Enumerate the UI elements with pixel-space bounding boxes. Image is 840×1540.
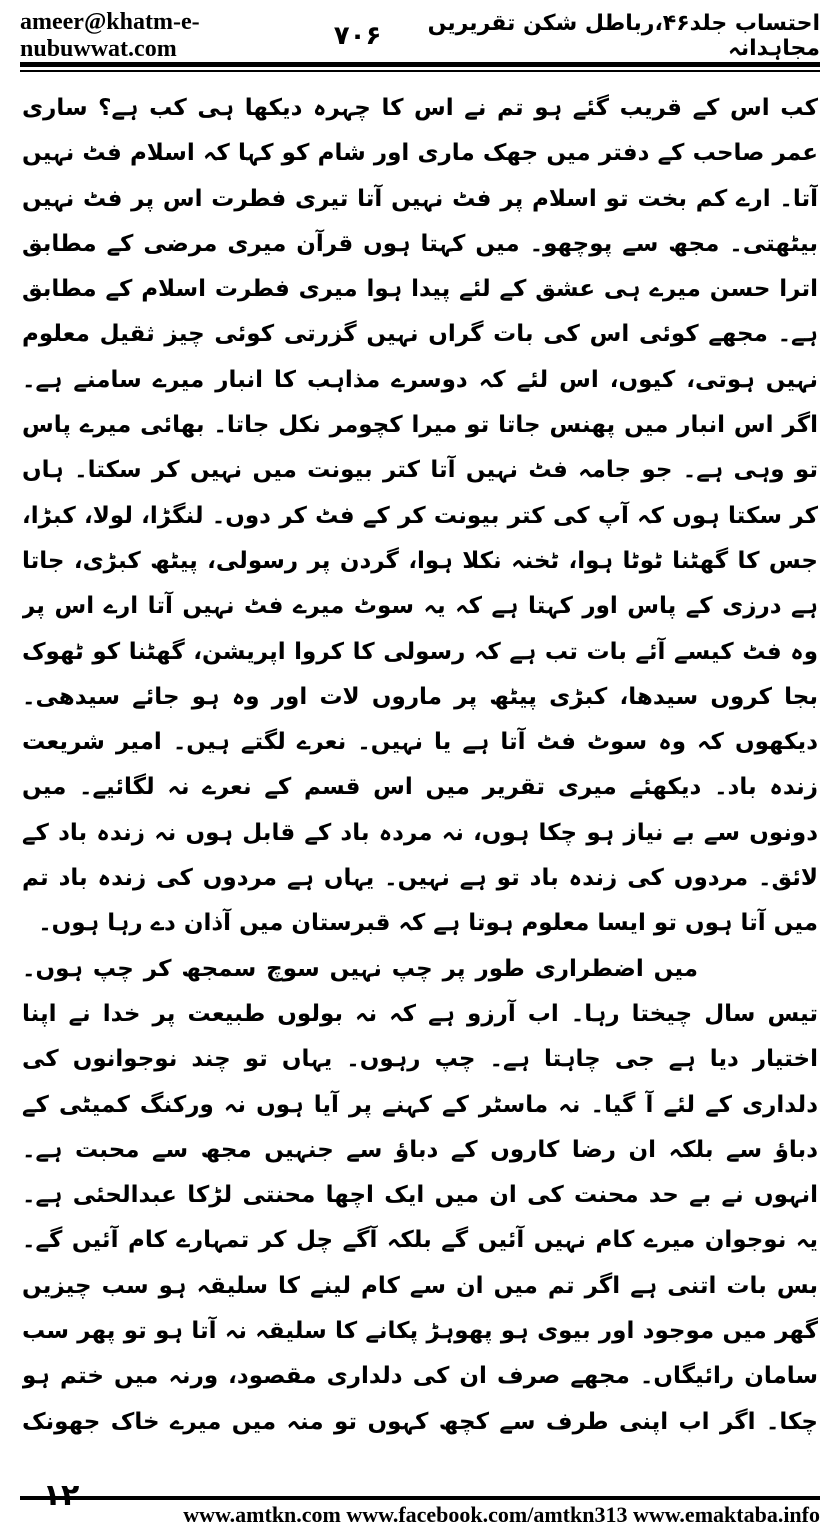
body-paragraph-2 (22, 947, 818, 1446)
footer-rule (20, 1496, 820, 1500)
page-footer (20, 1474, 820, 1527)
header-page-number: ۷۰۶ (333, 21, 382, 51)
header-title: احتساب جلد۴۶،رباطل شکن تقریریں مجاہدانہ (427, 11, 820, 61)
page-body (22, 86, 818, 1446)
body-paragraph-2-text: میں اضطراری طور پر چپ نہیں سوچ سمجھ کر چپ ہوں۔ تیس سال چیختا رہا۔ اب آرزو ہے کہ نہ بولوں طبیعت پر خدا نے اپنا اختیار دیا ہے جی چاہتا ہے۔ چپ رہوں۔ یہاں تو چند نوجوانوں کی دلداری کے لئے آ گیا۔ نہ ماسٹر کے کہنے پر آیا ہوں نہ ورکنگ کمیٹی کے دباؤ سے بلکہ ان رضا کاروں کے دباؤ سے جنہیں مجھ سے محبت ہے۔ انہوں نے بے حد محنت کی ان میں ایک اچھا محنتی لڑکا عبدالحئی ہے۔ یہ نوجوان میرے کام نہیں آئیں گے بلکہ آگے چل کر تمہارے کام آئیں گے۔ بس بات اتنی ہے اگر تم میں ان سے کام لینے کا سلیقہ ہو سب چیزیں گھر میں موجود اور بیوی ہو پھوہڑ پکانے کا سلیقہ نہ آتا ہو تو پھر سب سامان رائیگاں۔ مجھے صرف ان کی دلداری مقصود، ورنہ میں ختم ہو چکا۔ اگر اب اپنی طرف سے کچھ کہوں تو منہ میں میرے خاک جھونک (22, 955, 818, 1435)
footer-links: www.amtkn.com www.facebook.com/amtkn313 www.emaktaba.info (183, 1502, 820, 1527)
page-header (20, 9, 820, 62)
footer-page-number: ۱۲ (42, 1477, 80, 1513)
header-rule-thin (20, 70, 820, 72)
body-paragraph-1: کب اس کے قریب گئے ہو تم نے اس کا چہرہ دیکھا ہی کب ہے؟ ساری عمر صاحب کے دفتر میں جھک ماری اور شام کو کہا کہ اسلام فٹ نہیں آتا۔ ارے کم بخت تو اسلام پر فٹ نہیں آتا تیری فطرت اس پر فٹ نہیں بیٹھتی۔ مجھ سے پوچھو۔ میں کہتا ہوں قرآن میری مرضی کے مطابق اترا حسن میرے ہی عشق کے لئے پیدا ہوا میری فطرت اسلام کے مطابق ہے۔ مجھے کوئی اس کی بات گراں نہیں گزرتی کوئی چیز ثقیل معلوم نہیں ہوتی، کیوں، اس لئے کہ دوسرے مذاہب کا انبار میرے سامنے ہے۔ اگر اس انبار میں پھنس جاتا تو میرا کچومر نکل جاتا۔ بھائی میرے پاس تو وہی ہے۔ جو جامہ فٹ نہیں آتا کتر بیونت میں نہیں کر سکتا۔ ہاں کر سکتا ہوں کہ آپ کی کتر بیونت کر کے فٹ کر دوں۔ لنگڑا، لولا، کبڑا، جس کا گھٹنا ٹوٹا ہوا، ٹخنہ نکلا ہوا، گردن پر رسولی، پیٹھ کبڑی، جاتا ہے درزی کے پاس اور کہتا ہے کہ یہ سوٹ میرے فٹ نہیں آتا ارے اس پر وہ فٹ کیسے آئے بات تب ہے کہ رسولی کا کروا اپریشن، گھٹنا کو ٹھوک بجا کروں سیدھا، کبڑی پیٹھ پر ماروں لات اور وہ ہو جائے سیدھی۔ دیکھوں کہ وہ سوٹ فٹ آتا ہے یا نہیں۔ نعرے لگتے ہیں۔ امیر شریعت زندہ باد۔ دیکھئے میری تقریر میں اس قسم کے نعرے نہ لگائیے۔ میں دونوں سے بے نیاز ہو چکا ہوں، نہ مردہ باد کے قابل ہوں نہ زندہ باد کے لائق۔ مردوں کی زندہ باد تو ہے نہیں۔ یہاں ہے مردوں کی زندہ باد تم میں آتا ہوں تو ایسا معلوم ہوتا ہے کہ قبرستان میں آذان دے رہا ہوں۔ (22, 95, 818, 937)
header-email: ameer@khatm-e-nubuwwat.com (20, 9, 200, 62)
header-rule-thick (20, 62, 820, 67)
